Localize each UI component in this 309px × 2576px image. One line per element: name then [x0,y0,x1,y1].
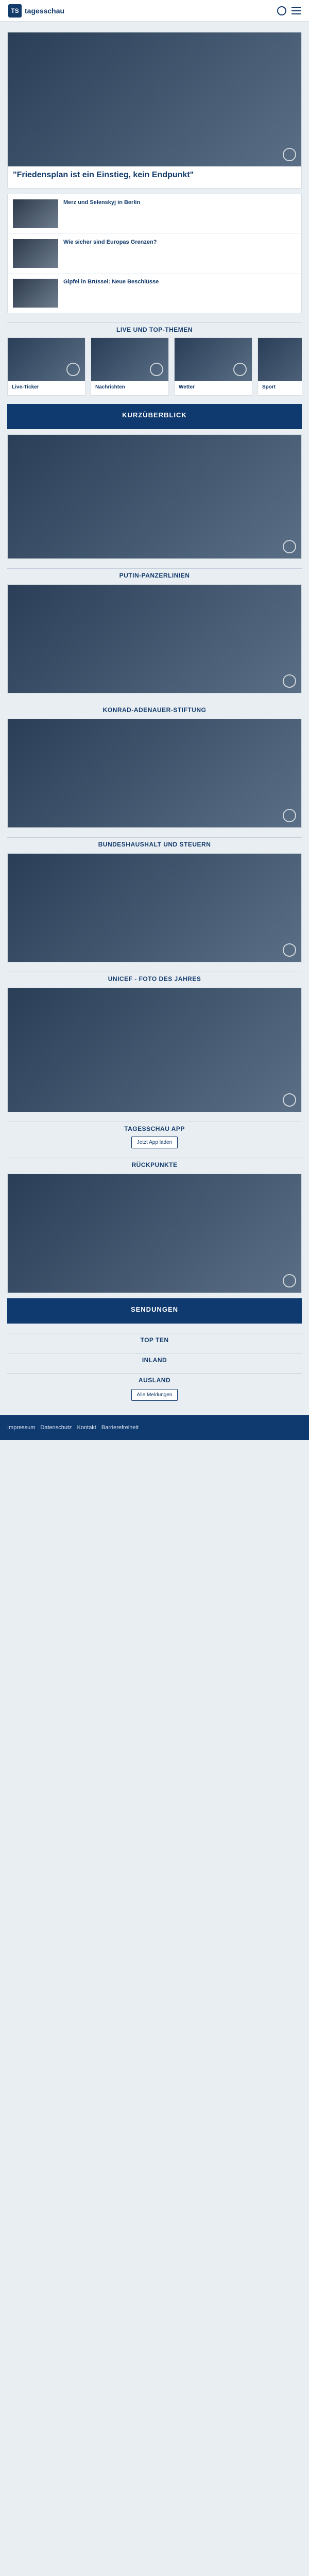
live-card-image [258,338,302,381]
section-live [7,323,302,333]
section-tages [7,1122,302,1132]
app-button[interactable]: Jetzt App laden [131,1137,178,1148]
menu-icon[interactable] [291,7,301,14]
top-header [0,0,309,22]
live-card-title: Sport [262,384,276,390]
hero-kicker [8,166,301,171]
hero-card[interactable] [7,32,302,189]
list-item[interactable] [8,273,301,313]
list-title: Merz und Selenskyj in Berlin [63,199,141,206]
section-putin [7,568,302,579]
section-unicef [7,972,302,982]
rueck-card[interactable] [7,1174,302,1293]
section-rueck-title: RÜCKPUNKTE [131,1161,178,1168]
logo-text: tagesschau [25,6,65,15]
footer-link[interactable]: Datenschutz [40,1425,72,1431]
feature-image [8,435,301,558]
live-card[interactable] [7,337,85,396]
section-rueck [7,1158,302,1168]
big-image [8,585,301,693]
section-inland-title: INLAND [142,1357,167,1364]
footer-link[interactable]: Impressum [7,1425,36,1431]
live-card[interactable] [91,337,169,396]
live-card[interactable] [174,337,252,396]
kurzueberblick-title: KURZÜBERBLICK [122,411,187,419]
live-card-image [8,338,85,381]
site-logo[interactable] [8,4,64,18]
hero-teaser [8,183,301,188]
live-card-image [175,338,252,381]
section-topten-title: TOP TEN [140,1336,169,1344]
konrad-image [8,719,301,827]
live-card-title: Live-Ticker [12,384,39,390]
hero-image [8,32,301,166]
list-title: Wie sicher sind Europas Grenzen? [63,239,157,245]
feature-card[interactable] [7,434,302,559]
bundes-image [8,854,301,962]
section-tages-title: TAGESSCHAU APP [124,1125,185,1132]
content [0,22,309,1415]
rueck-image [8,1174,301,1293]
footer-links [7,1425,302,1431]
thumbnail [13,279,58,308]
app-cta [7,1137,302,1148]
logo-mark: TS [8,4,22,18]
thumbnail [13,199,58,228]
section-putin-title: PUTIN-PANZERLINIEN [119,572,190,579]
header-icons [277,6,301,15]
kurzueberblick-banner [7,404,302,429]
main-list [7,194,302,313]
more-cta [7,1389,302,1401]
divider [7,1373,302,1374]
section-inland [7,1353,302,1364]
footer-link[interactable]: Barrierefreiheit [101,1425,139,1431]
divider [7,568,302,569]
live-card-title: Wetter [179,384,195,390]
section-ausland [7,1373,302,1384]
list-title: Gipfel in Brüssel: Neue Beschlüsse [63,279,159,285]
live-card-title: Nachrichten [95,384,125,390]
section-unicef-title: UNICEF - FOTO DES JAHRES [108,975,201,982]
section-ausland-title: AUSLAND [138,1377,171,1384]
divider [7,837,302,838]
hero-headline: "Friedensplan ist ein Einstieg, kein Endpunkt" [13,171,194,179]
section-bundes-title: BUNDESHAUSHALT UND STEUERN [98,841,211,848]
live-scroll [7,337,302,396]
footer [0,1415,309,1440]
live-card-image [91,338,168,381]
thumbnail [13,239,58,268]
search-icon[interactable] [277,6,286,15]
konrad-card[interactable] [7,719,302,828]
sendungen-banner [7,1298,302,1324]
live-card[interactable] [258,337,302,396]
unicef-card[interactable] [7,988,302,1112]
sendungen-title: SENDUNGEN [130,1306,179,1313]
section-topten [7,1333,302,1344]
section-konrad [7,703,302,714]
section-live-title: LIVE UND TOP-THEMEN [116,326,193,333]
list-item[interactable] [8,233,301,273]
bundes-card[interactable] [7,853,302,962]
footer-link[interactable]: Kontakt [77,1425,96,1431]
section-konrad-title: KONRAD-ADENAUER-STIFTUNG [102,706,207,714]
unicef-image [8,988,301,1112]
list-item[interactable] [8,194,301,233]
more-button[interactable]: Alle Meldungen [131,1389,178,1401]
section-bundes [7,837,302,848]
big-card[interactable] [7,584,302,693]
